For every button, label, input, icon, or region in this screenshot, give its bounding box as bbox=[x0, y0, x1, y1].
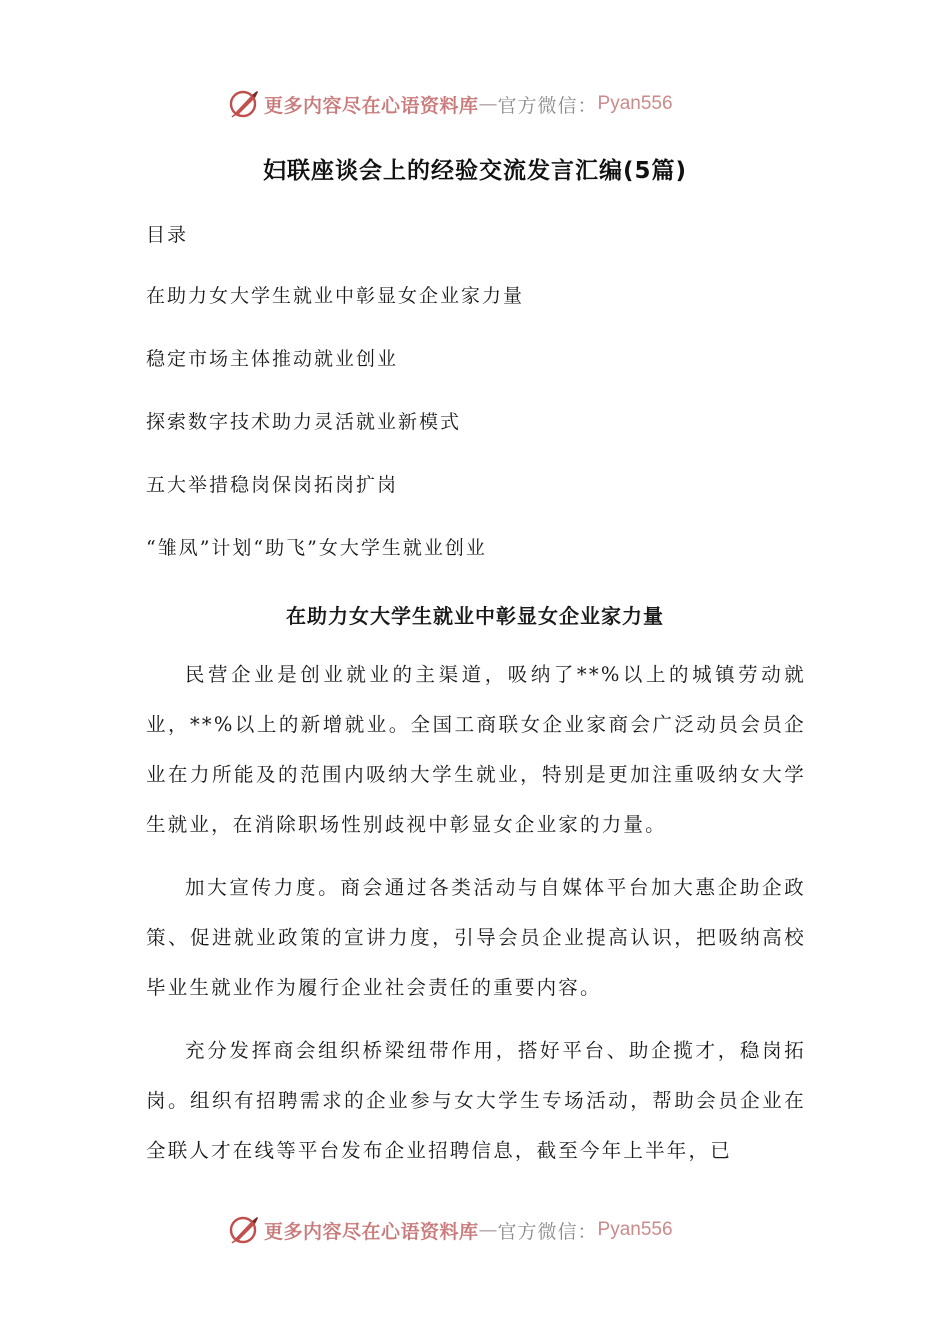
watermark-brand: 更多内容尽在心语资料库 bbox=[264, 94, 479, 117]
table-of-contents bbox=[146, 284, 524, 599]
watermark-banner-bottom bbox=[228, 1210, 673, 1250]
toc-item[interactable]: “雏凤”计划“助飞”女大学生就业创业 bbox=[146, 537, 487, 559]
watermark-banner-top bbox=[228, 84, 673, 124]
toc-item[interactable]: 五大举措稳岗保岗拓岗扩岗 bbox=[146, 474, 399, 496]
toc-heading: 目录 bbox=[146, 224, 189, 246]
watermark-separator: — bbox=[478, 93, 498, 115]
pen-logo-icon bbox=[228, 88, 260, 120]
toc-item[interactable]: 在助力女大学生就业中彰显女企业家力量 bbox=[146, 285, 525, 307]
toc-item[interactable]: 探索数字技术助力灵活就业新模式 bbox=[146, 411, 462, 433]
watermark-wechat-id: Pyan556 bbox=[597, 93, 673, 114]
pen-logo-icon bbox=[228, 1214, 260, 1246]
body-paragraph: 加大宣传力度。商会通过各类活动与自媒体平台加大惠企助企政策、促进就业政策的宣讲力度，引导会员企业提高认识，把吸纳高校毕业生就业作为履行企业社会责任的重要内容。 bbox=[146, 876, 806, 999]
watermark-wechat-id: Pyan556 bbox=[597, 1219, 673, 1240]
document-title: 妇联座谈会上的经验交流发言汇编(5篇) bbox=[262, 158, 688, 184]
section-title: 在助力女大学生就业中彰显女企业家力量 bbox=[286, 604, 664, 628]
watermark-wechat-label: 官方微信： bbox=[497, 94, 598, 117]
toc-item[interactable]: 稳定市场主体推动就业创业 bbox=[146, 348, 399, 370]
body-paragraph: 民营企业是创业就业的主渠道，吸纳了**%以上的城镇劳动就业，**%以上的新增就业。全国工商联女企业家商会广泛动员会员企业在力所能及的范围内吸纳大学生就业，特别是更加注重吸纳女大学生就业，在消除职场性别歧视中彰显女企业家的力量。 bbox=[146, 663, 806, 836]
watermark-separator: — bbox=[478, 1219, 498, 1241]
body-paragraph: 充分发挥商会组织桥梁纽带作用，搭好平台、助企揽才，稳岗拓岗。组织有招聘需求的企业参与女大学生专场活动，帮助会员企业在全联人才在线等平台发布企业招聘信息，截至今年上半年，已 bbox=[146, 1039, 806, 1162]
watermark-wechat-label: 官方微信： bbox=[497, 1220, 598, 1243]
watermark-brand: 更多内容尽在心语资料库 bbox=[264, 1220, 479, 1243]
